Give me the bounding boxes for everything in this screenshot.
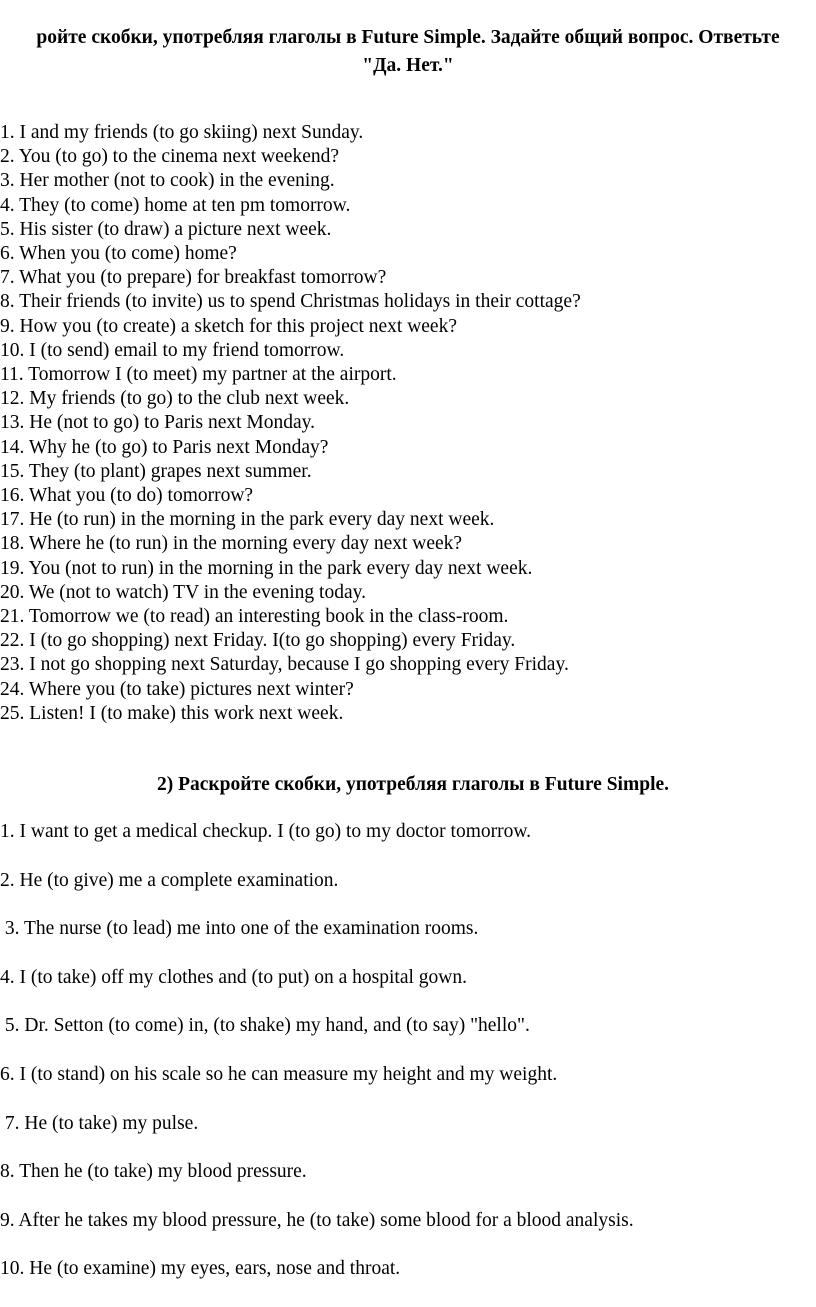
section2-title: 2) Раскройте скобки, употребляя глаголы в Future Simple.	[156, 774, 670, 795]
exercise-item: 3. The nurse (to lead) me into one of the examination rooms.	[0, 918, 479, 940]
exercise-item: 6. I (to stand) on his scale so he can measure my height and my weight.	[0, 1063, 558, 1085]
exercise-item: 16. What you (to do) tomorrow?	[0, 485, 254, 507]
exercise-item: 20. We (not to watch) TV in the evening today.	[0, 581, 366, 603]
section1-title-line2: "Да. Нет."	[362, 55, 454, 76]
section1-title	[0, 24, 816, 80]
exercise-item: 2. You (to go) to the cinema next weekend?	[0, 146, 340, 168]
exercise-item: 11. Tomorrow I (to meet) my partner at the airport.	[0, 364, 397, 386]
section2-exercise-list	[0, 819, 634, 1305]
section1-exercise-list	[0, 121, 581, 726]
exercise-item: 5. Dr. Setton (to come) in, (to shake) my hand, and (to say) "hello".	[0, 1015, 530, 1037]
exercise-item: 5. His sister (to draw) a picture next week.	[0, 218, 332, 240]
exercise-item: 19. You (not to run) in the morning in the park every day next week.	[0, 557, 533, 579]
exercise-item: 7. What you (to prepare) for breakfast tomorrow?	[0, 267, 387, 289]
exercise-item: 21. Tomorrow we (to read) an interesting book in the class-room.	[0, 606, 509, 628]
exercise-item: 18. Where he (to run) in the morning every day next week?	[0, 533, 463, 555]
exercise-item: 8. Their friends (to invite) us to spend Christmas holidays in their cottage?	[0, 291, 581, 313]
exercise-item: 25. Listen! I (to make) this work next week.	[0, 702, 344, 724]
exercise-item: 2. He (to give) me a complete examination.	[0, 869, 339, 891]
exercise-item: 13. He (not to go) to Paris next Monday.	[0, 412, 316, 434]
exercise-item: 23. I not go shopping next Saturday, because I go shopping every Friday.	[0, 654, 569, 676]
exercise-item: 14. Why he (to go) to Paris next Monday?	[0, 436, 329, 458]
exercise-item: 4. They (to come) home at ten pm tomorrow.	[0, 194, 351, 216]
exercise-item: 1. I want to get a medical checkup. I (to go) to my doctor tomorrow.	[0, 821, 532, 842]
exercise-item: 24. Where you (to take) pictures next winter?	[0, 678, 354, 700]
exercise-item: 1. I and my friends (to go skiing) next Sunday.	[0, 122, 364, 143]
exercise-item: 9. After he takes my blood pressure, he (to take) some blood for a blood analysis.	[0, 1209, 634, 1231]
exercise-item: 22. I (to go shopping) next Friday. I(to go shopping) every Friday.	[0, 630, 516, 652]
exercise-item: 4. I (to take) off my clothes and (to put) on a hospital gown.	[0, 966, 468, 988]
exercise-item: 17. He (to run) in the morning in the park every day next week.	[0, 509, 495, 531]
exercise-item: 10. I (to send) email to my friend tomorrow.	[0, 339, 345, 361]
exercise-item: 8. Then he (to take) my blood pressure.	[0, 1161, 307, 1183]
exercise-item: 7. He (to take) my pulse.	[0, 1112, 199, 1134]
exercise-item: 6. When you (to come) home?	[0, 243, 237, 265]
exercise-item: 12. My friends (to go) to the club next week.	[0, 388, 350, 410]
exercise-item: 10. He (to examine) my eyes, ears, nose and throat.	[0, 1258, 401, 1280]
exercise-item: 3. Her mother (not to cook) in the evening.	[0, 170, 335, 192]
exercise-item: 9. How you (to create) a sketch for this project next week?	[0, 315, 457, 337]
section1-title-line1: ройте скобки, употребляя глаголы в Future Simple. Задайте общий вопрос. Ответьте	[36, 27, 780, 48]
exercise-item: 15. They (to plant) grapes next summer.	[0, 460, 312, 482]
